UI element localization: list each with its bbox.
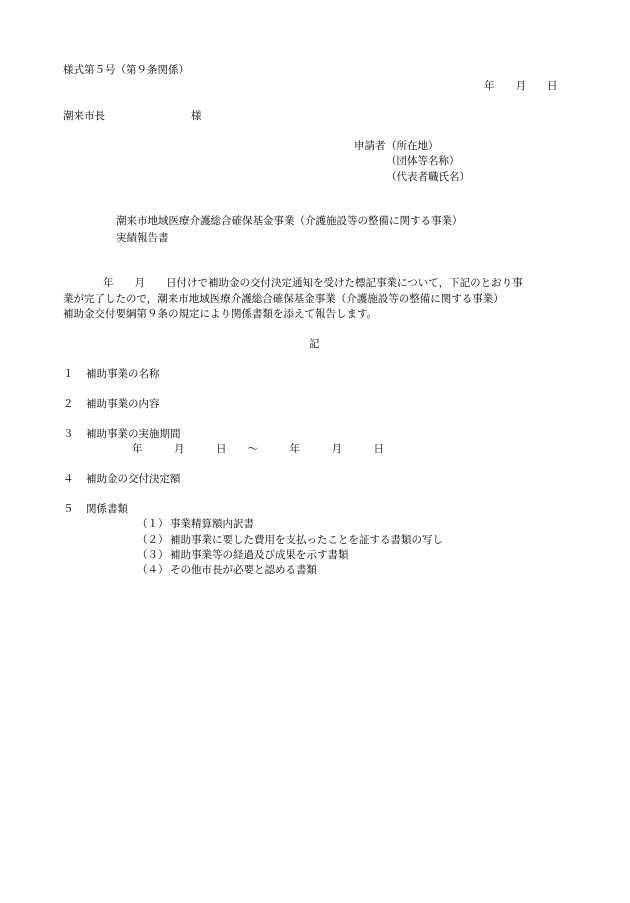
applicant-representative: （代表者職氏名） (386, 171, 470, 183)
item-2-number: ２ (63, 398, 74, 410)
item-5-number: ５ (63, 503, 74, 515)
document-title-line2: 実績報告書 (116, 232, 169, 244)
applicant-address: （所在地） (386, 140, 439, 152)
document-3-number: （３） (137, 549, 169, 561)
applicant-organization: （団体等名称） (386, 155, 460, 167)
applicant-label: 申請者 (354, 140, 386, 152)
document-2-label: 補助事業に要した費用を支払ったことを証する書類の写し (170, 534, 443, 546)
document-2-number: （２） (137, 534, 169, 546)
item-5-label: 関係書類 (86, 503, 128, 515)
body-line-1: 年 月 日付けで補助金の交付決定通知を受けた標記事業について，下記のとおり事 (103, 277, 523, 289)
document-4-number: （４） (137, 564, 169, 576)
item-3-number: ３ (63, 428, 74, 440)
body-line-3: 補助金交付要綱第９条の規定により関係書類を添えて報告します。 (63, 308, 378, 320)
form-number: 様式第５号（第９条関係） (63, 64, 189, 76)
document-title-line1: 潮来市地域医療介護総合確保基金事業（介護施設等の整備に関する事業） (116, 215, 463, 227)
item-4-label: 補助金の交付決定額 (86, 473, 181, 485)
implementation-period: 年 月 日 ～ 年 月 日 (132, 443, 384, 455)
ki-heading: 記 (309, 338, 320, 350)
item-1-label: 補助事業の名称 (86, 368, 160, 380)
document-1-number: （１） (137, 518, 169, 530)
item-4-number: ４ (63, 473, 74, 485)
addressee-name: 潮来市長 (63, 110, 105, 122)
document-4-label: その他市長が必要と認める書類 (170, 564, 317, 576)
item-2-label: 補助事業の内容 (86, 398, 160, 410)
item-3-label: 補助事業の実施期間 (86, 428, 181, 440)
date-line: 年 月 日 (484, 80, 558, 92)
addressee-honorific: 様 (191, 110, 202, 122)
document-3-label: 補助事業等の経過及び成果を示す書類 (170, 549, 349, 561)
item-1-number: １ (63, 368, 74, 380)
document-1-label: 事業精算額内訳書 (170, 518, 254, 530)
body-line-2: 業が完了したので，潮来市地域医療介護総合確保基金事業（介護施設等の整備に関する事業） (63, 293, 504, 305)
